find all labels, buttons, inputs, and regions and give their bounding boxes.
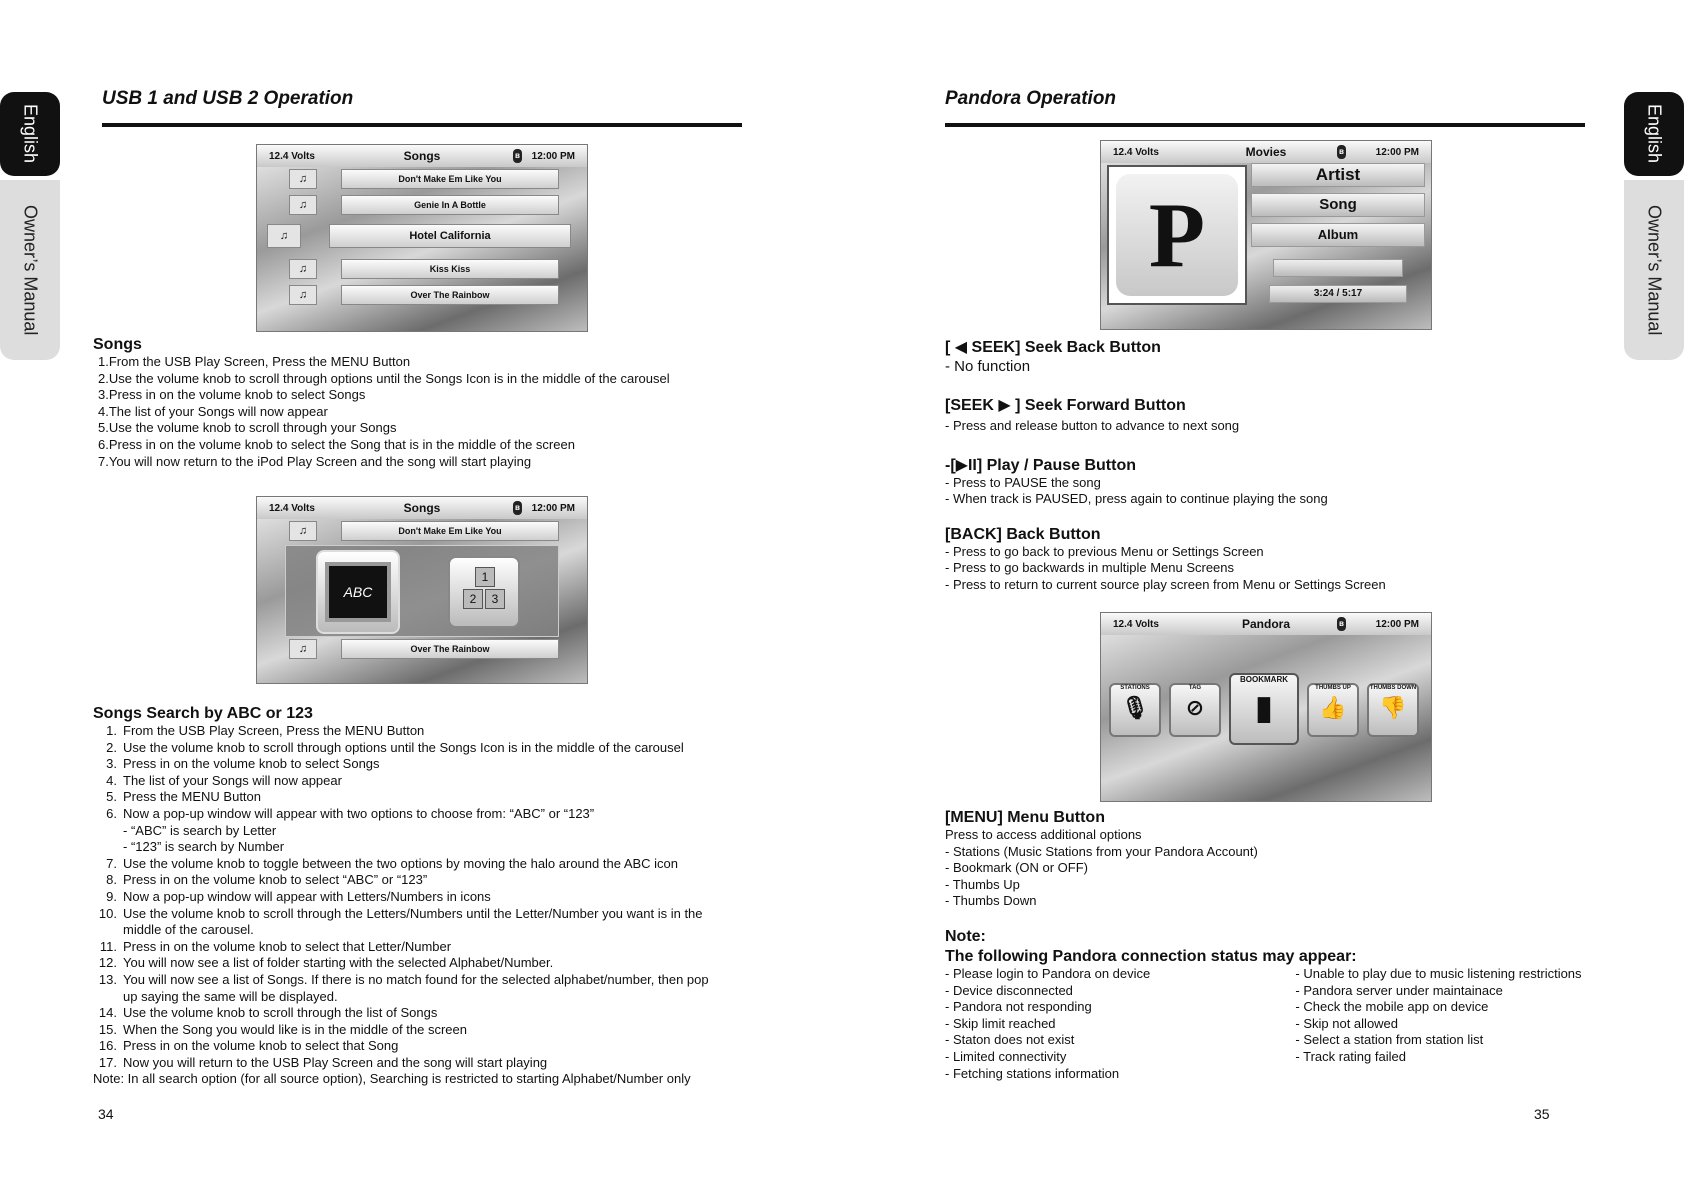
left-title-rule bbox=[102, 123, 742, 127]
song-field: Song bbox=[1251, 193, 1425, 217]
back-text: - Press to go back to previous Menu or Settings Screen bbox=[945, 543, 1264, 559]
search-note: Note: In all search option (for all source option), Searching is restricted to starting Alphabet/Number only bbox=[93, 1071, 691, 1087]
status-item: - Please login to Pandora on device bbox=[945, 965, 1151, 981]
clock: 12:00 PM bbox=[1375, 146, 1419, 158]
thumbs-up-button[interactable] bbox=[1307, 683, 1359, 737]
pandora-logo bbox=[1107, 165, 1247, 305]
thumbs-down-button[interactable] bbox=[1367, 683, 1419, 737]
screen-title: Songs bbox=[403, 501, 441, 515]
seek-forward-heading: [SEEK ▶ ] Seek Forward Button bbox=[945, 397, 1186, 414]
menu-heading: [MENU] Menu Button bbox=[945, 809, 1105, 826]
tab-english-right bbox=[1624, 92, 1684, 176]
menu-text: - Thumbs Up bbox=[945, 876, 1020, 892]
status-bar bbox=[1101, 613, 1431, 635]
tab-english-label: English bbox=[1644, 104, 1665, 164]
music-note-icon: ♫ bbox=[289, 169, 317, 189]
bookmark-label: BOOKMARK bbox=[1240, 675, 1288, 684]
back-text: - Press to go backwards in multiple Menu Screens bbox=[945, 560, 1235, 576]
seek-back-heading: [ ◀ SEEK] Seek Back Button bbox=[945, 339, 1161, 356]
step: - “ABC” is search by Letter bbox=[123, 822, 277, 838]
songs-heading: Songs bbox=[93, 336, 142, 353]
bluetooth-icon: ʙ bbox=[513, 149, 522, 163]
step: 1. From the USB Play Screen, Press the MENU Button bbox=[106, 723, 425, 738]
clock: 12:00 PM bbox=[531, 502, 575, 514]
screen-title: Movies bbox=[1245, 145, 1287, 159]
status-item: - Unable to play due to music listening restrictions bbox=[1295, 965, 1582, 981]
status-item: - Select a station from station list bbox=[1295, 1032, 1484, 1048]
volts-readout: 12.4 Volts bbox=[269, 502, 315, 514]
songs-step: 1.From the USB Play Screen, Press the MENU Button bbox=[98, 354, 411, 369]
song-row[interactable]: Genie In A Bottle bbox=[341, 195, 559, 215]
song-row[interactable]: Over The Rainbow bbox=[341, 639, 559, 659]
status-heading: The following Pandora connection status may appear: bbox=[945, 947, 1357, 965]
step: middle of the carousel. bbox=[123, 922, 254, 938]
tag-label: TAG bbox=[1188, 685, 1202, 691]
tab-owners-manual-right bbox=[1624, 180, 1684, 360]
screen-title: Songs bbox=[403, 149, 441, 163]
song-row[interactable]: Kiss Kiss bbox=[341, 259, 559, 279]
note-label: Note: bbox=[945, 927, 986, 945]
bluetooth-icon: ʙ bbox=[1337, 145, 1346, 159]
chalkboard-icon bbox=[325, 562, 391, 622]
step: 16. Press in on the volume knob to select that Song bbox=[98, 1038, 399, 1054]
music-note-icon: ♫ bbox=[289, 195, 317, 215]
status-item: - Check the mobile app on device bbox=[1295, 999, 1489, 1015]
status-item: - Skip limit reached bbox=[945, 1015, 1056, 1031]
songs-section bbox=[93, 336, 733, 470]
abc-option[interactable] bbox=[316, 550, 400, 634]
music-note-icon: ♫ bbox=[289, 285, 317, 305]
songs-step: 3.Press in on the volume knob to select Songs bbox=[98, 387, 366, 403]
play-pause-text: - When track is PAUSED, press again to continue playing the song bbox=[945, 491, 1328, 507]
artist-field: Artist bbox=[1251, 163, 1425, 187]
status-bar bbox=[1101, 141, 1431, 163]
songs-step: 7.You will now return to the iPod Play Screen and the song will start playing bbox=[98, 453, 532, 469]
volts-readout: 12.4 Volts bbox=[1113, 618, 1159, 630]
menu-text: - Bookmark (ON or OFF) bbox=[945, 860, 1089, 876]
thumbs-up-icon: 👍 bbox=[1319, 695, 1347, 720]
step: 5. Press the MENU Button bbox=[106, 789, 261, 805]
right-page-title: Pandora Operation bbox=[945, 88, 1117, 109]
step: 11. Press in on the volume knob to select that Letter/Number bbox=[99, 938, 452, 954]
step: 13. You will now see a list of Songs. If there is no match found for the selected alphabet/number, then pop bbox=[98, 971, 709, 987]
page-number-left: 34 bbox=[98, 1106, 114, 1122]
song-row[interactable]: Over The Rainbow bbox=[341, 285, 559, 305]
step: 10. Use the volume knob to scroll through the Letters/Numbers until the Letter/Number you want is in the bbox=[98, 905, 703, 921]
status-list-right bbox=[1295, 966, 1585, 1082]
pandora-menu-screen bbox=[1100, 612, 1432, 802]
right-side-tabs bbox=[1624, 92, 1684, 360]
step: 4. The list of your Songs will now appear bbox=[106, 772, 342, 788]
tab-manual-label: Owner’s Manual bbox=[20, 204, 41, 336]
play-pause-heading: -[▶II] Play / Pause Button bbox=[945, 456, 1136, 474]
song-row[interactable]: Don't Make Em Like You bbox=[341, 169, 559, 189]
status-item: - Skip not allowed bbox=[1295, 1015, 1399, 1031]
tab-english-label: English bbox=[20, 104, 41, 164]
clock: 12:00 PM bbox=[531, 150, 575, 162]
songs-step: 6.Press in on the volume knob to select the Song that is in the middle of the screen bbox=[98, 436, 575, 452]
left-side-tabs bbox=[0, 92, 60, 360]
play-pause-text: - Press to PAUSE the song bbox=[945, 474, 1101, 490]
number-block: 2 bbox=[463, 589, 483, 609]
song-row-selected[interactable]: Hotel California bbox=[329, 224, 571, 248]
microphone-icon: 🎙 bbox=[1121, 695, 1149, 720]
number-blocks-icon bbox=[457, 567, 511, 617]
step: 14. Use the volume knob to scroll through the list of Songs bbox=[98, 1005, 438, 1021]
status-item: - Staton does not exist bbox=[945, 1032, 1075, 1048]
status-bar bbox=[257, 497, 587, 519]
page-number-right: 35 bbox=[1534, 1106, 1550, 1122]
seek-back-text: - No function bbox=[945, 358, 1031, 375]
songs-step: 4.The list of your Songs will now appear bbox=[98, 403, 328, 419]
pandora-p-icon: P bbox=[1148, 184, 1206, 286]
music-note-icon: ♫ bbox=[289, 259, 317, 279]
pandora-now-playing-screen bbox=[1100, 140, 1432, 330]
bluetooth-icon: ʙ bbox=[1337, 617, 1346, 631]
songs-step: 2.Use the volume knob to scroll through options until the Songs Icon is in the middle of the carousel bbox=[98, 370, 670, 386]
tab-owners-manual-left bbox=[0, 180, 60, 360]
step: 3. Press in on the volume knob to select Songs bbox=[106, 756, 380, 772]
step: 8. Press in on the volume knob to select “ABC” or “123” bbox=[106, 872, 428, 888]
123-option[interactable] bbox=[448, 556, 520, 628]
usb-search-popup-screen bbox=[256, 496, 588, 684]
left-page-title: USB 1 and USB 2 Operation bbox=[102, 88, 354, 109]
tab-manual-label: Owner’s Manual bbox=[1644, 204, 1665, 336]
back-text: - Press to return to current source play screen from Menu or Settings Screen bbox=[945, 576, 1386, 592]
songs-step: 5.Use the volume knob to scroll through your Songs bbox=[98, 420, 397, 436]
step: 2. Use the volume knob to scroll through options until the Songs Icon is in the middle of the carousel bbox=[106, 739, 684, 755]
volts-readout: 12.4 Volts bbox=[269, 150, 315, 162]
time-readout: 3:24 / 5:17 bbox=[1269, 285, 1407, 303]
songs-search-heading: Songs Search by ABC or 123 bbox=[93, 705, 313, 722]
stations-button[interactable] bbox=[1109, 683, 1161, 737]
status-item: - Pandora server under maintainace bbox=[1295, 982, 1503, 998]
usb-songs-screen bbox=[256, 144, 588, 332]
step: 15. When the Song you would like is in the middle of the screen bbox=[98, 1021, 467, 1037]
clock: 12:00 PM bbox=[1375, 618, 1419, 630]
number-block: 1 bbox=[475, 567, 495, 587]
tag-button[interactable] bbox=[1169, 683, 1221, 737]
search-popup bbox=[285, 545, 559, 637]
step: 17. Now you will return to the USB Play Screen and the song will start playing bbox=[98, 1054, 548, 1070]
back-heading: [BACK] Back Button bbox=[945, 525, 1101, 543]
thumbs-down-label: THUMBS DOWN bbox=[1369, 685, 1417, 691]
menu-text: Press to access additional options bbox=[945, 827, 1142, 842]
menu-text: - Thumbs Down bbox=[945, 893, 1037, 909]
tag-icon: ⊘ bbox=[1185, 695, 1205, 720]
music-note-icon: ♫ bbox=[289, 521, 317, 541]
status-bar bbox=[257, 145, 587, 167]
step: up saying the same will be displayed. bbox=[123, 988, 338, 1004]
status-item: - Track rating failed bbox=[1295, 1048, 1406, 1064]
tab-english-left bbox=[0, 92, 60, 176]
songs-search-section bbox=[93, 705, 753, 1088]
status-item: - Pandora not responding bbox=[945, 999, 1092, 1015]
abc-label: ABC bbox=[343, 584, 373, 600]
bookmark-button[interactable] bbox=[1229, 673, 1299, 745]
menu-text: - Stations (Music Stations from your Pandora Account) bbox=[945, 843, 1258, 859]
bluetooth-icon: ʙ bbox=[513, 501, 522, 515]
menu-section bbox=[945, 809, 1585, 1082]
thumbs-down-icon: 👎 bbox=[1379, 695, 1407, 720]
step: 12. You will now see a list of folder starting with the selected Alphabet/Number. bbox=[98, 955, 554, 971]
thumbs-up-label: THUMBS UP bbox=[1315, 685, 1351, 691]
step: 9. Now a pop-up window will appear with Letters/Numbers in icons bbox=[106, 888, 491, 904]
album-field: Album bbox=[1251, 223, 1425, 247]
music-note-icon: ♫ bbox=[267, 224, 301, 248]
status-list-left bbox=[945, 966, 1295, 1082]
number-block: 3 bbox=[485, 589, 505, 609]
song-row[interactable]: Don't Make Em Like You bbox=[341, 521, 559, 541]
right-title-rule bbox=[945, 123, 1585, 127]
step: 7. Use the volume knob to toggle between the two options by moving the halo around the ABC icon bbox=[106, 855, 679, 871]
stations-label: STATIONS bbox=[1120, 685, 1150, 691]
progress-bar bbox=[1273, 259, 1403, 277]
pandora-buttons-section bbox=[945, 337, 1585, 594]
music-note-icon: ♫ bbox=[289, 639, 317, 659]
step: - “123” is search by Number bbox=[123, 839, 285, 855]
status-item: - Fetching stations information bbox=[945, 1065, 1120, 1081]
step: 6. Now a pop-up window will appear with two options to choose from: “ABC” or “123” bbox=[106, 805, 595, 821]
status-columns bbox=[945, 966, 1585, 1082]
status-item: - Limited connectivity bbox=[945, 1048, 1067, 1064]
pandora-logo-inner bbox=[1116, 174, 1238, 296]
screen-title: Pandora bbox=[1241, 617, 1290, 631]
seek-forward-text: - Press and release button to advance to next song bbox=[945, 418, 1240, 433]
songs-search-steps bbox=[93, 723, 753, 1071]
status-item: - Device disconnected bbox=[945, 982, 1073, 998]
bookmark-icon: ▮ bbox=[1254, 689, 1274, 727]
volts-readout: 12.4 Volts bbox=[1113, 146, 1159, 158]
